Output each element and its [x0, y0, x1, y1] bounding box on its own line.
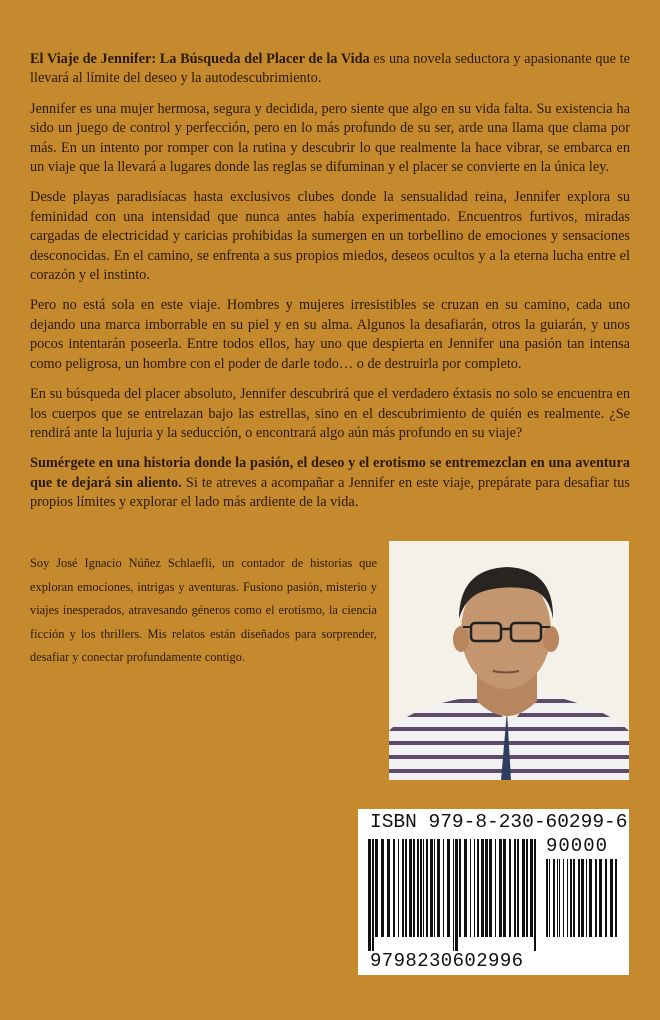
- barcode-bar: [581, 859, 584, 937]
- synopsis-paragraph-6-text: Si te atreves a acompañar a Jennifer en este viaje, prepárate para desafiar tus propios límites y explorar el lado más ardiente de la vida.: [30, 474, 630, 511]
- synopsis-paragraph-4: Pero no está sola en este viaje. Hombres y mujeres irresistibles se cruzan en su camino, cada uno dejando una marca imborrable en su piel y en su alma. Algunos la desafiarán, otros la guiarán, y unos pocos intentarán poseerla. Entre todos ellos, hay uno que despierta en Jennifer una pasión tan intensa como peligrosa, un hombre con el poder de darle todo… o de destruirla por completo.: [30, 297, 630, 372]
- barcode-bar: [434, 839, 435, 937]
- synopsis-paragraph-5: En su búsqueda del placer absoluto, Jennifer descubrirá que el verdadero éxtasis no solo se encuentra en los cuerpos que se entrelazan bajo las estrellas, sino en el descubrimiento de quién es realmente. ¿Se rendirá ante la lujuria y la seducción, o encontrará algo aún más profundo en su viaje?: [30, 386, 630, 441]
- barcode-bar: [413, 839, 415, 937]
- barcode-bar: [610, 859, 613, 937]
- barcode-bar: [405, 839, 407, 937]
- synopsis-paragraph-1-text: es una novela seductora y apasionante que te llevará al límite del deseo y la autodescubrimiento.: [30, 51, 630, 87]
- barcode-bar: [423, 839, 424, 937]
- barcode-bar: [530, 839, 533, 937]
- barcode-bar: [570, 859, 572, 937]
- barcode-bar: [375, 839, 378, 937]
- synopsis-paragraph-1: [30, 50, 630, 89]
- barcode-bar: [477, 839, 479, 937]
- ean-barcode-bars: [366, 839, 542, 951]
- barcode-bar: [526, 839, 528, 937]
- barcode-bar: [485, 839, 488, 937]
- barcode-bar: [557, 859, 558, 937]
- barcode-bar: [567, 859, 568, 937]
- barcode-bar: [589, 859, 592, 937]
- synopsis-paragraph-3: Desde playas paradisíacas hasta exclusivos clubes donde la sensualidad reina, Jennifer explora su feminidad con una intensidad que nunca antes había experimentado. Encuentros furtivos, miradas cargadas de electricidad y caricias prohibidas la sumergen en un torbellino de emociones y sensaciones desconocidas. En el camino, se enfrenta a sus propios miedos, deseos ocultos y a la eterna lucha entre el corazón y el instinto.: [30, 189, 630, 284]
- barcode-bar: [470, 839, 471, 937]
- barcode-bar: [402, 839, 404, 937]
- barcode-bar: [534, 839, 536, 951]
- barcode-bar: [517, 839, 519, 937]
- barcode-bar: [455, 839, 458, 951]
- barcode-bar: [615, 859, 617, 937]
- back-cover-synopsis: [30, 50, 630, 524]
- price-code: 90000: [546, 835, 609, 857]
- barcode-bar: [586, 859, 587, 937]
- barcode-bar: [420, 839, 422, 937]
- barcode-bar: [514, 839, 516, 937]
- barcode-bar: [578, 859, 580, 937]
- ean-digits: 9798230602996: [370, 950, 524, 972]
- book-title-lead: El Viaje de Jennifer: La Búsqueda del Placer de la Vida: [30, 51, 370, 67]
- isbn-barcode: [358, 809, 629, 975]
- author-portrait-illustration: [389, 541, 629, 780]
- synopsis-paragraph-2: Jennifer es una mujer hermosa, segura y decidida, pero siente que algo en su vida falta. Su existencia ha sido un juego de control y perfección, pero en lo más profundo de su ser, arde una llama que clama por más. En un intento por romper con la rutina y descubrir lo que realmente la hace vibrar, se embarca en un viaje que la llevará a lugares donde las reglas se difuminan y el placer se convierte en la única ley.: [30, 100, 630, 176]
- barcode-bar: [409, 839, 412, 937]
- barcode-bar: [573, 859, 575, 937]
- author-photo: [389, 541, 629, 780]
- barcode-bar: [546, 859, 548, 937]
- barcode-bar: [381, 839, 384, 937]
- barcode-bar: [398, 839, 399, 937]
- barcode-bar: [372, 839, 374, 951]
- synopsis-paragraph-6: [30, 454, 630, 512]
- barcode-bar: [464, 839, 467, 937]
- addon-barcode-bars: [544, 859, 622, 951]
- barcode-bar: [368, 839, 371, 951]
- barcode-bar: [481, 839, 484, 937]
- barcode-bar: [459, 839, 461, 937]
- barcode-bar: [509, 839, 511, 937]
- barcode-bar: [495, 839, 496, 937]
- barcode-bar: [453, 839, 454, 951]
- barcode-bar: [474, 839, 475, 937]
- barcode-bar: [563, 859, 564, 937]
- author-bio: Soy José Ignacio Núñez Schlaefli, un contador de historias que exploran emociones, intrigas y aventuras. Fusiono pasión, misterio y viajes inesperados, atravesando géneros como el erotismo, la ciencia ficción y los thrillers. Mis relatos están diseñados para sorprender, desafiar y conectar profundamente contigo.: [30, 556, 377, 665]
- barcode-bar: [387, 839, 390, 937]
- barcode-bar: [549, 859, 550, 937]
- barcode-bar: [447, 839, 450, 937]
- call-to-action-lead: Sumérgete en una historia donde la pasión, el deseo y el erotismo se entremezclan en una aventura que te dejará sin aliento.: [30, 455, 630, 491]
- barcode-bar: [489, 839, 492, 937]
- barcode-bar: [605, 859, 607, 937]
- barcode-bar: [393, 839, 395, 937]
- barcode-bar: [499, 839, 502, 937]
- barcode-bar: [553, 859, 555, 937]
- barcode-bar: [443, 839, 444, 937]
- barcode-bar: [426, 839, 428, 937]
- barcode-bar: [503, 839, 506, 937]
- barcode-bar: [559, 859, 560, 937]
- barcode-bar: [599, 859, 602, 937]
- barcode-bar: [437, 839, 440, 937]
- barcode-bar: [595, 859, 597, 937]
- barcode-bar: [417, 839, 419, 937]
- isbn-label: ISBN 979-8-230-60299-6: [370, 811, 628, 833]
- barcode-bar: [522, 839, 525, 937]
- barcode-bar: [430, 839, 433, 937]
